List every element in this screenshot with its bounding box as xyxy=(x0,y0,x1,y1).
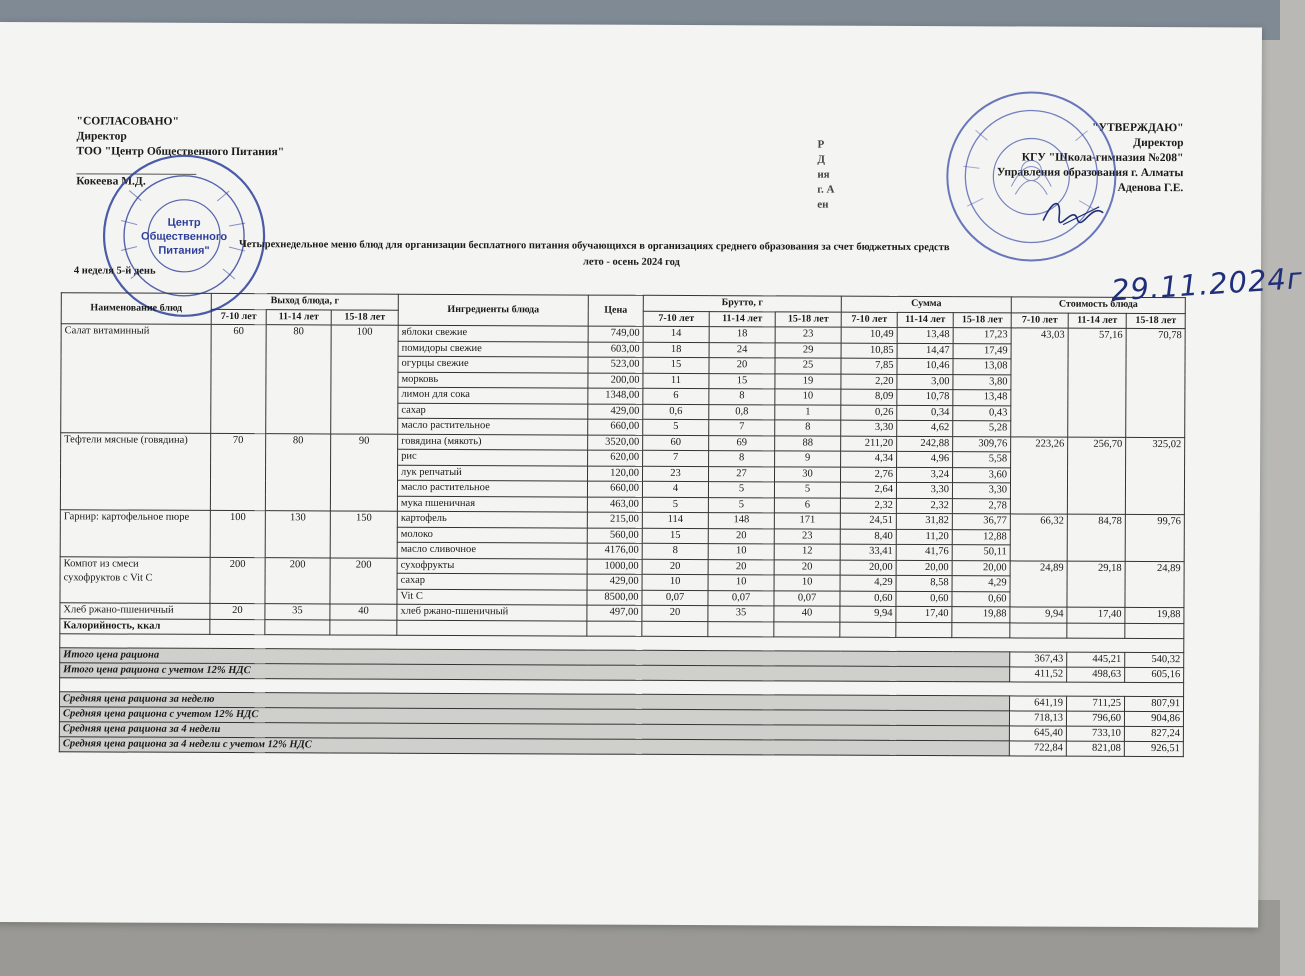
dish-output: 90 xyxy=(330,433,397,511)
ingredient-price: 429,00 xyxy=(587,574,642,590)
approved-org: КГУ "Школа-гимназия №208" xyxy=(1021,151,1184,165)
ingredient-name: морковь xyxy=(398,372,588,388)
empty-cell xyxy=(210,619,265,635)
ingredient-brutto: 0,07 xyxy=(708,590,774,606)
dish-name: Хлеб ржано-пшеничный xyxy=(60,603,210,619)
svg-text:Общественного: Общественного xyxy=(141,230,228,243)
ingredient-name: картофель xyxy=(397,511,587,527)
ingredient-brutto: 7 xyxy=(709,420,775,436)
ingredient-sum: 4,29 xyxy=(952,576,1010,592)
dish-output: 20 xyxy=(210,603,265,619)
empty-cell xyxy=(708,621,774,637)
ingredient-sum: 0,60 xyxy=(896,591,952,607)
approved-label: "УТВЕРЖДАЮ" xyxy=(1092,121,1184,135)
total-value: 821,08 xyxy=(1066,741,1124,756)
ingredient-sum: 20,00 xyxy=(896,560,952,576)
ingredient-brutto: 20 xyxy=(642,605,708,621)
age-group: 7-10 лет xyxy=(1011,312,1068,328)
ingredient-sum: 2,64 xyxy=(840,482,896,498)
total-value: 445,21 xyxy=(1067,652,1125,667)
empty-cell xyxy=(642,621,708,637)
col-brutto: Брутто, г xyxy=(643,295,841,311)
ingredient-price: 560,00 xyxy=(587,528,642,544)
col-dish-name: Наименование блюд xyxy=(61,293,211,325)
ingredient-name: Vit C xyxy=(397,589,587,605)
ingredient-sum: 3,30 xyxy=(952,483,1010,499)
menu-body xyxy=(59,324,1185,757)
ingredient-price: 1000,00 xyxy=(587,559,642,575)
ingredient-brutto: 20 xyxy=(774,559,840,575)
ingredient-name: мука пшеничная xyxy=(397,496,587,512)
ingredient-name: масло растительное xyxy=(397,480,587,496)
ingredient-price: 660,00 xyxy=(588,419,643,435)
empty-cell xyxy=(840,622,896,638)
age-group: 15-18 лет xyxy=(775,311,841,327)
ingredient-sum: 2,78 xyxy=(952,498,1010,514)
ingredient-price: 4176,00 xyxy=(587,543,642,559)
age-group: 7-10 лет xyxy=(643,311,709,327)
ingredient-sum: 20,00 xyxy=(952,560,1010,576)
ingredient-brutto: 5 xyxy=(708,497,774,513)
empty-cell xyxy=(896,622,952,638)
dish-cost: 325,02 xyxy=(1125,437,1184,515)
ingredient-brutto: 10 xyxy=(708,575,774,591)
ingredient-sum: 2,32 xyxy=(896,498,952,514)
ingredient-brutto: 5 xyxy=(643,419,709,435)
ingredient-brutto: 10 xyxy=(708,544,774,560)
ingredient-brutto: 4 xyxy=(642,481,708,497)
ingredient-brutto: 20 xyxy=(642,559,708,575)
ingredient-brutto: 15 xyxy=(709,373,775,389)
ingredient-sum: 5,28 xyxy=(953,421,1011,437)
ingredient-brutto: 10 xyxy=(642,574,708,590)
dish-output: 100 xyxy=(210,510,265,557)
total-value: 926,51 xyxy=(1124,741,1183,756)
total-value: 807,91 xyxy=(1125,696,1184,711)
ingredient-name: лук репчатый xyxy=(398,465,588,481)
ingredient-brutto: 8 xyxy=(709,451,775,467)
total-value: 827,24 xyxy=(1124,726,1183,741)
ingredient-name: сухофрукты xyxy=(397,558,587,574)
col-ingredients: Ингредиенты блюда xyxy=(398,294,588,326)
ingredient-brutto: 18 xyxy=(709,327,775,343)
total-label: Средняя цена рациона с учетом 12% НДС xyxy=(59,707,1009,726)
total-label: Средняя цена рациона за неделю xyxy=(60,692,1010,711)
ingredient-sum: 0,60 xyxy=(840,591,896,607)
total-label: Средняя цена рациона за 4 недели xyxy=(59,722,1009,741)
ingredient-price: 3520,00 xyxy=(588,435,643,451)
empty-cell xyxy=(330,619,397,635)
dish-output: 70 xyxy=(210,433,265,511)
ingredient-sum: 211,20 xyxy=(841,436,897,452)
ingredient-brutto: 6 xyxy=(643,388,709,404)
total-label: Итого цена рациона xyxy=(60,648,1010,667)
ingredient-price: 620,00 xyxy=(588,450,643,466)
ingredient-brutto: 18 xyxy=(643,342,709,358)
ingredient-brutto: 0,07 xyxy=(642,590,708,606)
ingredient-sum: 0,26 xyxy=(841,405,897,421)
ingredient-sum: 14,47 xyxy=(897,343,953,359)
age-group: 7-10 лет xyxy=(211,309,266,325)
total-value: 796,60 xyxy=(1066,711,1124,726)
ingredient-sum: 8,58 xyxy=(896,575,952,591)
ingredient-name: яблоки свежие xyxy=(398,325,588,341)
ingredient-price: 1348,00 xyxy=(588,388,643,404)
total-value: 367,43 xyxy=(1010,652,1067,667)
ingredient-sum: 4,62 xyxy=(897,420,953,436)
ingredient-price: 8500,00 xyxy=(587,590,642,606)
stamp-left-name: Центр xyxy=(167,216,201,229)
ingredient-sum: 309,76 xyxy=(953,436,1011,452)
age-group: 11-14 лет xyxy=(1068,313,1126,329)
ingredient-sum: 3,30 xyxy=(896,482,952,498)
dish-output: 100 xyxy=(331,325,399,434)
approved-signer: Аденова Г.Е. xyxy=(1117,181,1184,195)
total-value: 498,63 xyxy=(1067,667,1125,682)
age-group: 15-18 лет xyxy=(331,309,398,325)
dish-name-line: Компот из смеси xyxy=(63,557,139,570)
ingredient-name: сахар xyxy=(397,573,587,589)
agreed-org: ТОО "Центр Общественного Питания" xyxy=(76,145,285,159)
dish-cost: 17,40 xyxy=(1067,607,1125,623)
ingredient-name: говядина (мякоть) xyxy=(398,434,588,450)
document-title: Четырехнедельное меню блюд для организации бесплатного питания обучающихся в организациях среднего образования за счет бюджетных средств xyxy=(239,239,950,254)
dish-output: 80 xyxy=(265,433,330,511)
empty-cell xyxy=(397,620,587,636)
ingredient-sum: 19,88 xyxy=(952,607,1010,623)
dish-output: 35 xyxy=(265,604,330,620)
ingredient-sum: 5,58 xyxy=(953,452,1011,468)
ingredient-sum: 17,40 xyxy=(896,606,952,622)
agreed-position: Директор xyxy=(76,130,127,143)
dish-cost: 9,94 xyxy=(1010,607,1067,623)
ingredient-brutto: 24 xyxy=(709,342,775,358)
dish-name: Тефтели мясные (говядина) xyxy=(60,432,210,510)
dish-output: 200 xyxy=(330,557,397,604)
ingredient-brutto: 11 xyxy=(643,373,709,389)
agreed-label: "СОГЛАСОВАНО" xyxy=(76,115,179,128)
total-value: 718,13 xyxy=(1009,711,1066,726)
ingredient-brutto: 20 xyxy=(708,559,774,575)
ingredient-sum: 10,85 xyxy=(841,343,897,359)
ingredient-brutto: 23 xyxy=(775,327,841,343)
dish-output: 40 xyxy=(330,604,397,620)
ingredient-sum: 3,30 xyxy=(841,420,897,436)
ingredient-sum: 13,48 xyxy=(953,390,1011,406)
empty-cell xyxy=(1125,623,1184,639)
total-value: 711,25 xyxy=(1067,696,1125,711)
ingredient-brutto: 27 xyxy=(709,466,775,482)
ingredient-brutto: 15 xyxy=(643,357,709,373)
ingredient-brutto: 0,8 xyxy=(709,404,775,420)
dish-output: 80 xyxy=(266,325,331,434)
ingredient-sum: 0,34 xyxy=(897,405,953,421)
ingredient-sum: 33,41 xyxy=(840,544,896,560)
total-value: 641,19 xyxy=(1010,696,1067,711)
document-subtitle: лето - осень 2024 год xyxy=(582,256,680,268)
ingredient-name: масло растительное xyxy=(398,418,588,434)
ingredient-price: 200,00 xyxy=(588,373,643,389)
ingredient-price: 215,00 xyxy=(587,512,642,528)
ingredient-brutto: 60 xyxy=(643,435,709,451)
ingredient-sum: 10,46 xyxy=(897,358,953,374)
dish-name: Гарнир: картофельное пюре xyxy=(60,510,210,557)
ingredient-brutto: 40 xyxy=(774,606,840,622)
approved-dept: Управления образования г. Алматы xyxy=(996,166,1184,180)
empty-cell xyxy=(1067,623,1125,639)
ingredient-brutto: 30 xyxy=(775,466,841,482)
dish-cost: 24,89 xyxy=(1010,560,1067,607)
ingredient-name: хлеб ржано-пшеничный xyxy=(397,604,587,620)
ingredient-sum: 3,60 xyxy=(953,467,1011,483)
dish-cost: 57,16 xyxy=(1068,328,1126,437)
ingredient-name: помидоры свежие xyxy=(398,341,588,357)
bleed-through-text: Р Д ия г. А ен xyxy=(817,138,835,211)
ingredient-name: масло сливочное xyxy=(397,542,587,558)
dish-name-line: сухофруктов с Vit C xyxy=(63,571,153,584)
ingredient-brutto: 171 xyxy=(774,513,840,529)
empty-cell xyxy=(1010,622,1067,638)
ingredient-brutto: 5 xyxy=(642,497,708,513)
week-day-label: 4 неделя 5-й день xyxy=(73,265,156,277)
dish-cost: 24,89 xyxy=(1125,561,1184,608)
total-label: Итого цена рациона с учетом 12% НДС xyxy=(60,663,1010,682)
ingredient-name: лимон для сока xyxy=(398,387,588,403)
ingredient-brutto: 8 xyxy=(775,420,841,436)
calories-label: Калорийность, ккал xyxy=(60,618,210,634)
ingredient-sum: 2,32 xyxy=(840,498,896,514)
total-label: Средняя цена рациона за 4 недели с учетом 12% НДС xyxy=(59,737,1009,756)
ingredient-name: огурцы свежие xyxy=(398,356,588,372)
col-sum: Сумма xyxy=(841,296,1011,312)
ingredient-sum: 12,88 xyxy=(952,529,1010,545)
ingredient-brutto: 8 xyxy=(642,543,708,559)
ingredient-brutto: 88 xyxy=(775,435,841,451)
ingredient-price: 749,00 xyxy=(588,326,643,342)
ingredient-sum: 10,78 xyxy=(897,389,953,405)
age-group: 11-14 лет xyxy=(709,311,775,327)
ingredient-sum: 9,94 xyxy=(840,606,896,622)
menu-table xyxy=(59,292,1186,757)
age-group: 15-18 лет xyxy=(953,312,1011,328)
ingredient-brutto: 10 xyxy=(775,389,841,405)
ingredient-sum: 3,80 xyxy=(953,374,1011,390)
ingredient-sum: 4,96 xyxy=(897,451,953,467)
svg-text:Питания": Питания" xyxy=(158,244,210,257)
dish-output: 200 xyxy=(210,557,265,604)
ingredient-brutto: 12 xyxy=(774,544,840,560)
agreed-signer: Кокеева М.Д. xyxy=(76,175,146,188)
total-value: 733,10 xyxy=(1066,726,1124,741)
ingredient-sum: 20,00 xyxy=(840,560,896,576)
ingredient-brutto: 0,07 xyxy=(774,590,840,606)
total-value: 605,16 xyxy=(1125,667,1184,682)
ingredient-brutto: 148 xyxy=(708,513,774,529)
ingredient-sum: 3,00 xyxy=(897,374,953,390)
ingredient-sum: 2,20 xyxy=(841,374,897,390)
total-value: 411,52 xyxy=(1010,667,1067,682)
ingredient-brutto: 69 xyxy=(709,435,775,451)
ingredient-brutto: 9 xyxy=(775,451,841,467)
ingredient-brutto: 0,6 xyxy=(643,404,709,420)
dish-output: 130 xyxy=(265,511,330,558)
col-output: Выход блюда, г xyxy=(211,293,398,309)
ingredient-brutto: 25 xyxy=(775,358,841,374)
dish-name xyxy=(60,556,210,603)
total-value: 645,40 xyxy=(1009,726,1066,741)
age-group: 11-14 лет xyxy=(266,309,331,325)
ingredient-sum: 50,11 xyxy=(952,545,1010,561)
ingredient-brutto: 15 xyxy=(642,528,708,544)
signature-right xyxy=(1039,195,1109,231)
round-stamp-right xyxy=(941,86,1122,267)
ingredient-brutto: 14 xyxy=(643,326,709,342)
ingredient-sum: 10,49 xyxy=(841,327,897,343)
age-group: 11-14 лет xyxy=(897,312,953,328)
empty-cell xyxy=(774,621,840,637)
ingredient-sum: 17,49 xyxy=(953,343,1011,359)
dish-cost: 256,70 xyxy=(1067,437,1125,515)
ingredient-brutto: 23 xyxy=(643,466,709,482)
empty-cell xyxy=(587,621,642,637)
ingredient-brutto: 6 xyxy=(774,497,840,513)
ingredient-price: 120,00 xyxy=(588,466,643,482)
ingredient-brutto: 19 xyxy=(775,373,841,389)
ingredient-sum: 4,34 xyxy=(841,451,897,467)
ingredient-sum: 11,20 xyxy=(896,529,952,545)
dish-output: 60 xyxy=(211,324,266,433)
ingredient-brutto: 35 xyxy=(708,606,774,622)
dish-cost: 19,88 xyxy=(1125,607,1184,623)
ingredient-brutto: 29 xyxy=(775,342,841,358)
dish-cost: 43,03 xyxy=(1011,328,1068,437)
ingredient-brutto: 20 xyxy=(708,528,774,544)
age-group: 7-10 лет xyxy=(841,312,897,328)
ingredient-sum: 242,88 xyxy=(897,436,953,452)
ingredient-sum: 8,40 xyxy=(840,529,896,545)
dish-cost: 29,18 xyxy=(1067,561,1125,608)
ingredient-sum: 3,24 xyxy=(897,467,953,483)
ingredient-price: 463,00 xyxy=(587,497,642,513)
ingredient-sum: 8,09 xyxy=(841,389,897,405)
ingredient-name: рис xyxy=(398,449,588,465)
ingredient-brutto: 20 xyxy=(709,358,775,374)
ingredient-name: молоко xyxy=(397,527,587,543)
approved-position: Директор xyxy=(1133,136,1184,150)
dish-cost: 99,76 xyxy=(1125,514,1184,561)
ingredient-sum: 17,23 xyxy=(953,328,1011,344)
ingredient-price: 429,00 xyxy=(588,404,643,420)
total-value: 722,84 xyxy=(1009,741,1066,756)
dish-cost: 70,78 xyxy=(1126,328,1186,437)
ingredient-sum: 13,08 xyxy=(953,359,1011,375)
empty-cell xyxy=(952,622,1010,638)
age-group: 15-18 лет xyxy=(1126,313,1185,329)
ingredient-sum: 7,85 xyxy=(841,358,897,374)
ingredient-price: 523,00 xyxy=(588,357,643,373)
dish-cost: 66,32 xyxy=(1010,514,1067,561)
total-value: 904,86 xyxy=(1124,711,1183,726)
ingredient-brutto: 1 xyxy=(775,404,841,420)
ingredient-brutto: 5 xyxy=(708,482,774,498)
col-cost: Стоимость блюда xyxy=(1011,297,1185,313)
document-sheet xyxy=(0,22,1305,927)
ingredient-brutto: 23 xyxy=(774,528,840,544)
dish-name: Салат витаминный xyxy=(61,324,211,433)
ingredient-price: 497,00 xyxy=(587,605,642,621)
ingredient-sum: 4,29 xyxy=(840,575,896,591)
ingredient-sum: 0,43 xyxy=(953,405,1011,421)
ingredient-brutto: 7 xyxy=(643,450,709,466)
ingredient-sum: 2,76 xyxy=(841,467,897,483)
ingredient-price: 603,00 xyxy=(588,342,643,358)
total-value: 540,32 xyxy=(1125,652,1184,667)
ingredient-sum: 0,60 xyxy=(952,591,1010,607)
ingredient-price: 660,00 xyxy=(587,481,642,497)
col-price: Цена xyxy=(588,295,643,326)
ingredient-brutto: 8 xyxy=(709,389,775,405)
ingredient-brutto: 10 xyxy=(774,575,840,591)
ingredient-brutto: 114 xyxy=(642,512,708,528)
dish-cost: 223,26 xyxy=(1010,436,1067,514)
ingredient-sum: 24,51 xyxy=(840,513,896,529)
dish-cost: 84,78 xyxy=(1067,514,1125,561)
handwritten-date: 29.11.2024г xyxy=(1109,261,1305,308)
ingredient-sum: 13,48 xyxy=(897,327,953,343)
ingredient-sum: 41,76 xyxy=(896,544,952,560)
empty-cell xyxy=(265,619,330,635)
ingredient-sum: 31,82 xyxy=(896,513,952,529)
ingredient-sum: 36,77 xyxy=(952,514,1010,530)
ingredient-name: сахар xyxy=(398,403,588,419)
dish-output: 200 xyxy=(265,557,330,604)
ingredient-brutto: 5 xyxy=(774,482,840,498)
dish-output: 150 xyxy=(330,511,397,558)
